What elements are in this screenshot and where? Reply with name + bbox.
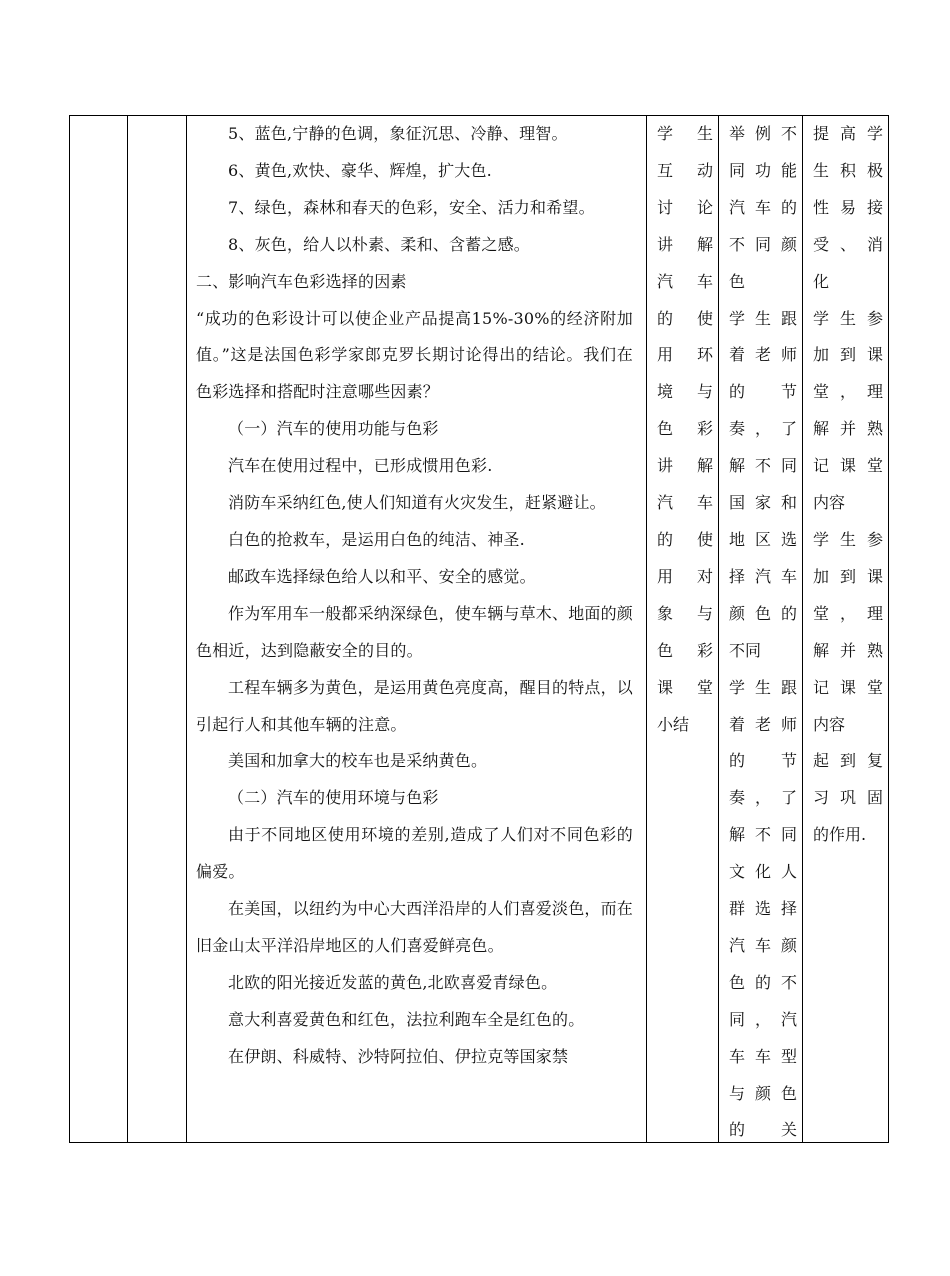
- section-heading: 二、影响汽车色彩选择的因素: [196, 271, 407, 291]
- cell-line: 汽车的: [729, 197, 797, 217]
- cell-line: 群选择: [729, 899, 797, 919]
- content-paragraph: 消防车采纳红色,使人们知道有火灾发生，赶紧避让。: [228, 493, 606, 513]
- design-intent-cell: [803, 116, 889, 1142]
- cell-line: 车车型: [729, 1046, 797, 1066]
- cell-line: 的作用.: [813, 825, 867, 845]
- cell-line: 汽车: [657, 271, 713, 291]
- cell-line: 的节: [729, 382, 797, 402]
- cell-line: 地区选: [729, 529, 797, 549]
- content-paragraph: 意大利喜爱黄色和红色，法拉利跑车全是红色的。: [228, 1009, 585, 1029]
- cell-line: 互动: [657, 160, 713, 180]
- content-paragraph: 在伊朗、科威特、沙特阿拉伯、伊拉克等国家禁: [228, 1046, 569, 1066]
- content-paragraph: 7、绿色，森林和春天的色彩，安全、活力和希望。: [228, 197, 595, 217]
- cell-line: 国家和: [729, 493, 797, 513]
- cell-line: 学生参: [813, 308, 883, 328]
- cell-line: 用对: [657, 566, 713, 586]
- subsection-heading: （二）汽车的使用环境与色彩: [228, 788, 439, 808]
- content-paragraph: 作为军用车一般都采纳深绿色，使车辆与草木、地面的颜色相近，达到隐蔽安全的目的。: [196, 603, 634, 660]
- content-paragraph: 5、蓝色,宁静的色调，象征沉思、冷静、理智。: [228, 124, 568, 143]
- cell-line: 不同: [729, 640, 762, 660]
- cell-line: 色: [729, 271, 746, 291]
- cell-line: 解不同: [729, 825, 797, 845]
- cell-line: 学生跟: [729, 677, 797, 697]
- cell-line: 不同颜: [729, 234, 797, 254]
- cell-line: 讨论: [657, 197, 713, 217]
- cell-line: 举例不: [729, 124, 797, 143]
- cell-line: 学生跟: [729, 308, 797, 328]
- cell-line: 着老师: [729, 345, 797, 365]
- lesson-plan-table: [69, 115, 889, 1143]
- cell-line: 堂，理: [813, 382, 883, 402]
- cell-line: 汽车颜: [729, 935, 797, 955]
- content-paragraph: “成功的色彩设计可以使企业产品提高15%-30%的经济附加值。”这是法国色彩学家郎克罗长期讨论得出的结论。我们在色彩选择和搭配时注意哪些因素？: [196, 308, 633, 402]
- content-paragraph: 在美国，以纽约为中心大西洋沿岸的人们喜爱淡色，而在旧金山太平洋沿岸地区的人们喜爱鲜亮色。: [196, 899, 634, 955]
- content-paragraph: 工程车辆多为黄色，是运用黄色亮度高，醒目的特点，以引起行人和其他车辆的注意。: [196, 677, 634, 734]
- content-paragraph: 白色的抢救车，是运用白色的纯洁、神圣.: [228, 529, 525, 549]
- content-paragraph: 邮政车选择绿色给人以和平、安全的感觉。: [228, 566, 536, 586]
- cell-line: 文化人: [729, 862, 797, 882]
- cell-line: 颜色的: [729, 603, 797, 623]
- content-paragraph: 6、黄色,欢快、豪华、辉煌，扩大色.: [228, 160, 492, 180]
- cell-line: 同功能: [729, 160, 797, 180]
- cell-line: 色彩: [657, 640, 713, 660]
- content-paragraph: 由于不同地区使用环境的差别,造成了人们对不同色彩的偏爱。: [196, 825, 633, 882]
- cell-line: 色彩: [657, 419, 713, 439]
- cell-line: 的使: [657, 308, 713, 328]
- cell-line: 的使: [657, 529, 713, 549]
- cell-line: 同，汽: [729, 1009, 797, 1029]
- cell-line: 习巩固: [813, 788, 883, 808]
- cell-line: 着老师: [729, 714, 797, 734]
- cell-line: 受、消: [813, 234, 883, 254]
- cell-line: 色的不: [729, 972, 797, 992]
- content-paragraph: 美国和加拿大的校车也是采纳黄色。: [228, 751, 488, 771]
- cell-line: 性易接: [813, 197, 883, 217]
- content-paragraph: 8、灰色，给人以朴素、柔和、含蓄之感。: [228, 234, 530, 254]
- cell-line: 奏，了: [729, 419, 797, 439]
- cell-line: 加到课: [813, 345, 883, 365]
- cell-line: 起到复: [813, 751, 883, 771]
- cell-line: 提高学: [813, 124, 883, 143]
- content-paragraph: 汽车在使用过程中，已形成惯用色彩.: [228, 456, 493, 476]
- cell-line: 与颜色: [729, 1083, 797, 1103]
- cell-line: 小结: [657, 714, 690, 734]
- cell-line: 堂，理: [813, 603, 883, 623]
- teaching-method-cell: [719, 116, 803, 1142]
- content-paragraph: 北欧的阳光接近发蓝的黄色,北欧喜爱青绿色。: [228, 972, 558, 992]
- cell-line: 用环: [657, 345, 713, 365]
- subsection-heading: （一）汽车的使用功能与色彩: [228, 419, 439, 439]
- cell-line: 解不同: [729, 456, 797, 476]
- cell-line: 择汽车: [729, 566, 797, 586]
- cell-line: 内容: [813, 714, 846, 734]
- student-activity-cell: [647, 116, 719, 1142]
- cell-line: 内容: [813, 493, 846, 513]
- cell-line: 象与: [657, 603, 713, 623]
- cell-line: 课堂: [657, 677, 713, 697]
- cell-line: 汽车: [657, 493, 713, 513]
- cell-line: 奏，了: [729, 788, 797, 808]
- cell-line: 生积极: [813, 160, 883, 180]
- cell-line: 记课堂: [813, 456, 883, 476]
- cell-line: 讲解: [657, 456, 713, 476]
- cell-line: 记课堂: [813, 677, 883, 697]
- cell-line: 学生参: [813, 529, 883, 549]
- cell-line: 学生: [657, 124, 713, 143]
- cell-line: 讲解: [657, 234, 713, 254]
- cell-line: 的节: [729, 751, 797, 771]
- cell-line: 解并熟: [813, 419, 883, 439]
- teaching-content-cell: [187, 116, 641, 1142]
- cell-line: 境与: [657, 382, 713, 402]
- cell-line: 解并熟: [813, 640, 883, 660]
- column-divider: [127, 116, 128, 1142]
- cell-line: 加到课: [813, 566, 883, 586]
- cell-line: 化: [813, 271, 830, 291]
- cell-line: 的关: [729, 1120, 797, 1140]
